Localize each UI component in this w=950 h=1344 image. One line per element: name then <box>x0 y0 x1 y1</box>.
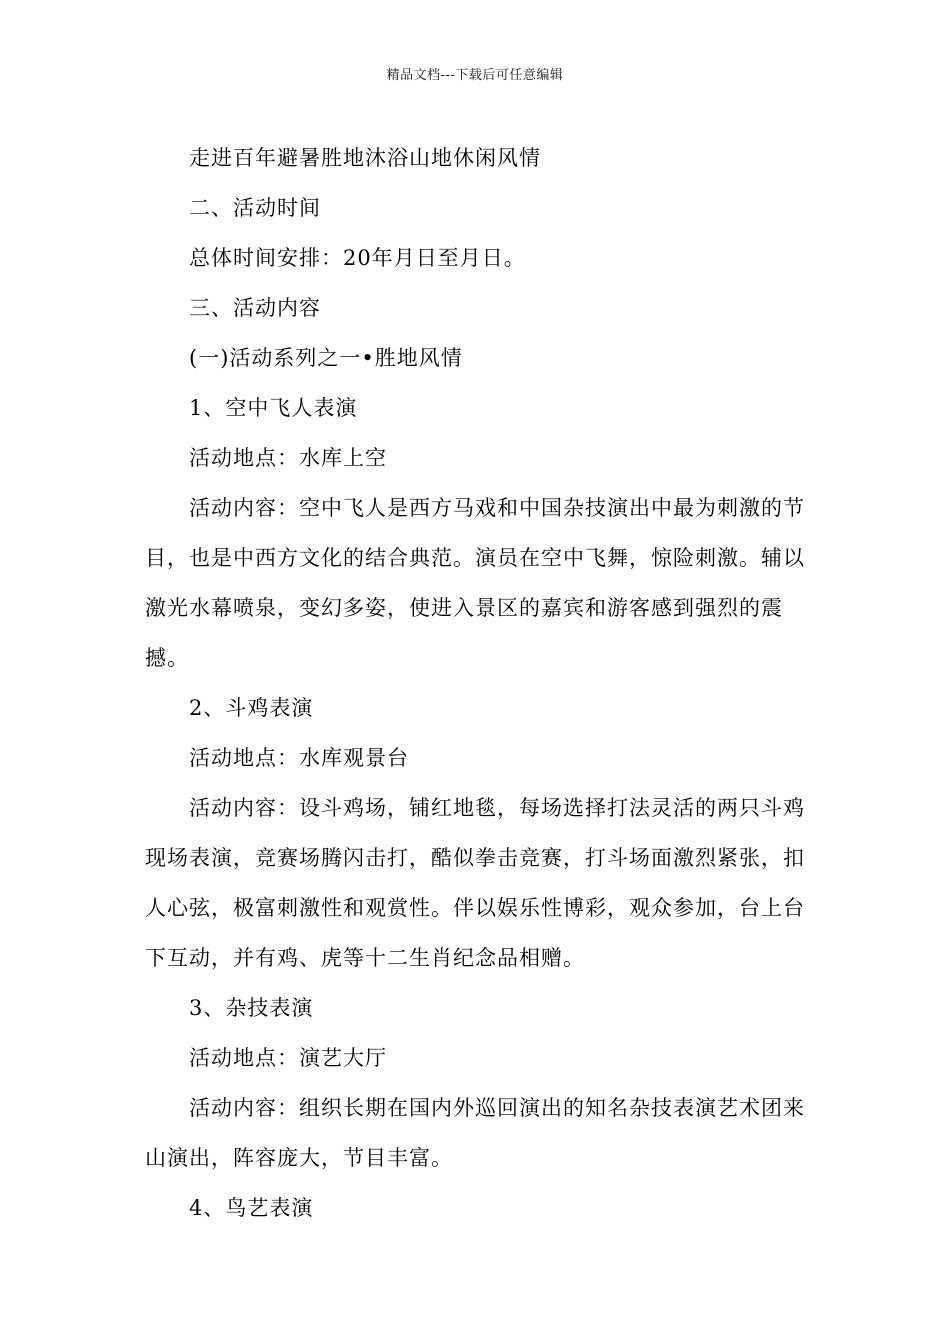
item-heading: 3、杂技表演 <box>189 996 314 1020</box>
section-heading: 三、活动内容 <box>189 296 321 320</box>
paragraph: 走进百年避暑胜地沐浴山地休闲风情 <box>189 146 541 170</box>
paragraph: 活动地点：水库观景台 <box>189 746 409 770</box>
paragraph: 总体时间安排：20年月日至月日。 <box>189 246 526 270</box>
paragraph: 活动内容：空中飞人是西方马戏和中国杂技演出中最为刺激的节目，也是中西方文化的结合典范。演员在空中飞舞，惊险刺激。辅以激光水幕喷泉，变幻多姿，使进入景区的嘉宾和游客感到强烈的震撼。 <box>145 496 805 670</box>
document-body <box>145 133 810 1233</box>
paragraph: 活动地点：水库上空 <box>189 446 387 470</box>
page-header: 精品文档---下载后可任意编辑 <box>386 68 564 83</box>
paragraph: 活动地点：演艺大厅 <box>189 1046 387 1070</box>
paragraph: 活动内容：组织长期在国内外巡回演出的知名杂技表演艺术团来山演出，阵容庞大，节目丰富。 <box>145 1096 805 1170</box>
item-heading: 2、斗鸡表演 <box>189 696 314 720</box>
paragraph: 活动内容：设斗鸡场，铺红地毯，每场选择打法灵活的两只斗鸡现场表演，竞赛场腾闪击打，酷似拳击竞赛，打斗场面激烈紧张，扣人心弦，极富刺激性和观赏性。伴以娱乐性博彩，观众参加，台上台下互动，并有鸡、虎等十二生肖纪念品相赠。 <box>145 796 805 970</box>
subsection-heading: (一)活动系列之一•胜地风情 <box>189 346 463 370</box>
item-heading: 1、空中飞人表演 <box>189 396 358 420</box>
item-heading: 4、鸟艺表演 <box>189 1196 314 1220</box>
section-heading: 二、活动时间 <box>189 196 321 220</box>
